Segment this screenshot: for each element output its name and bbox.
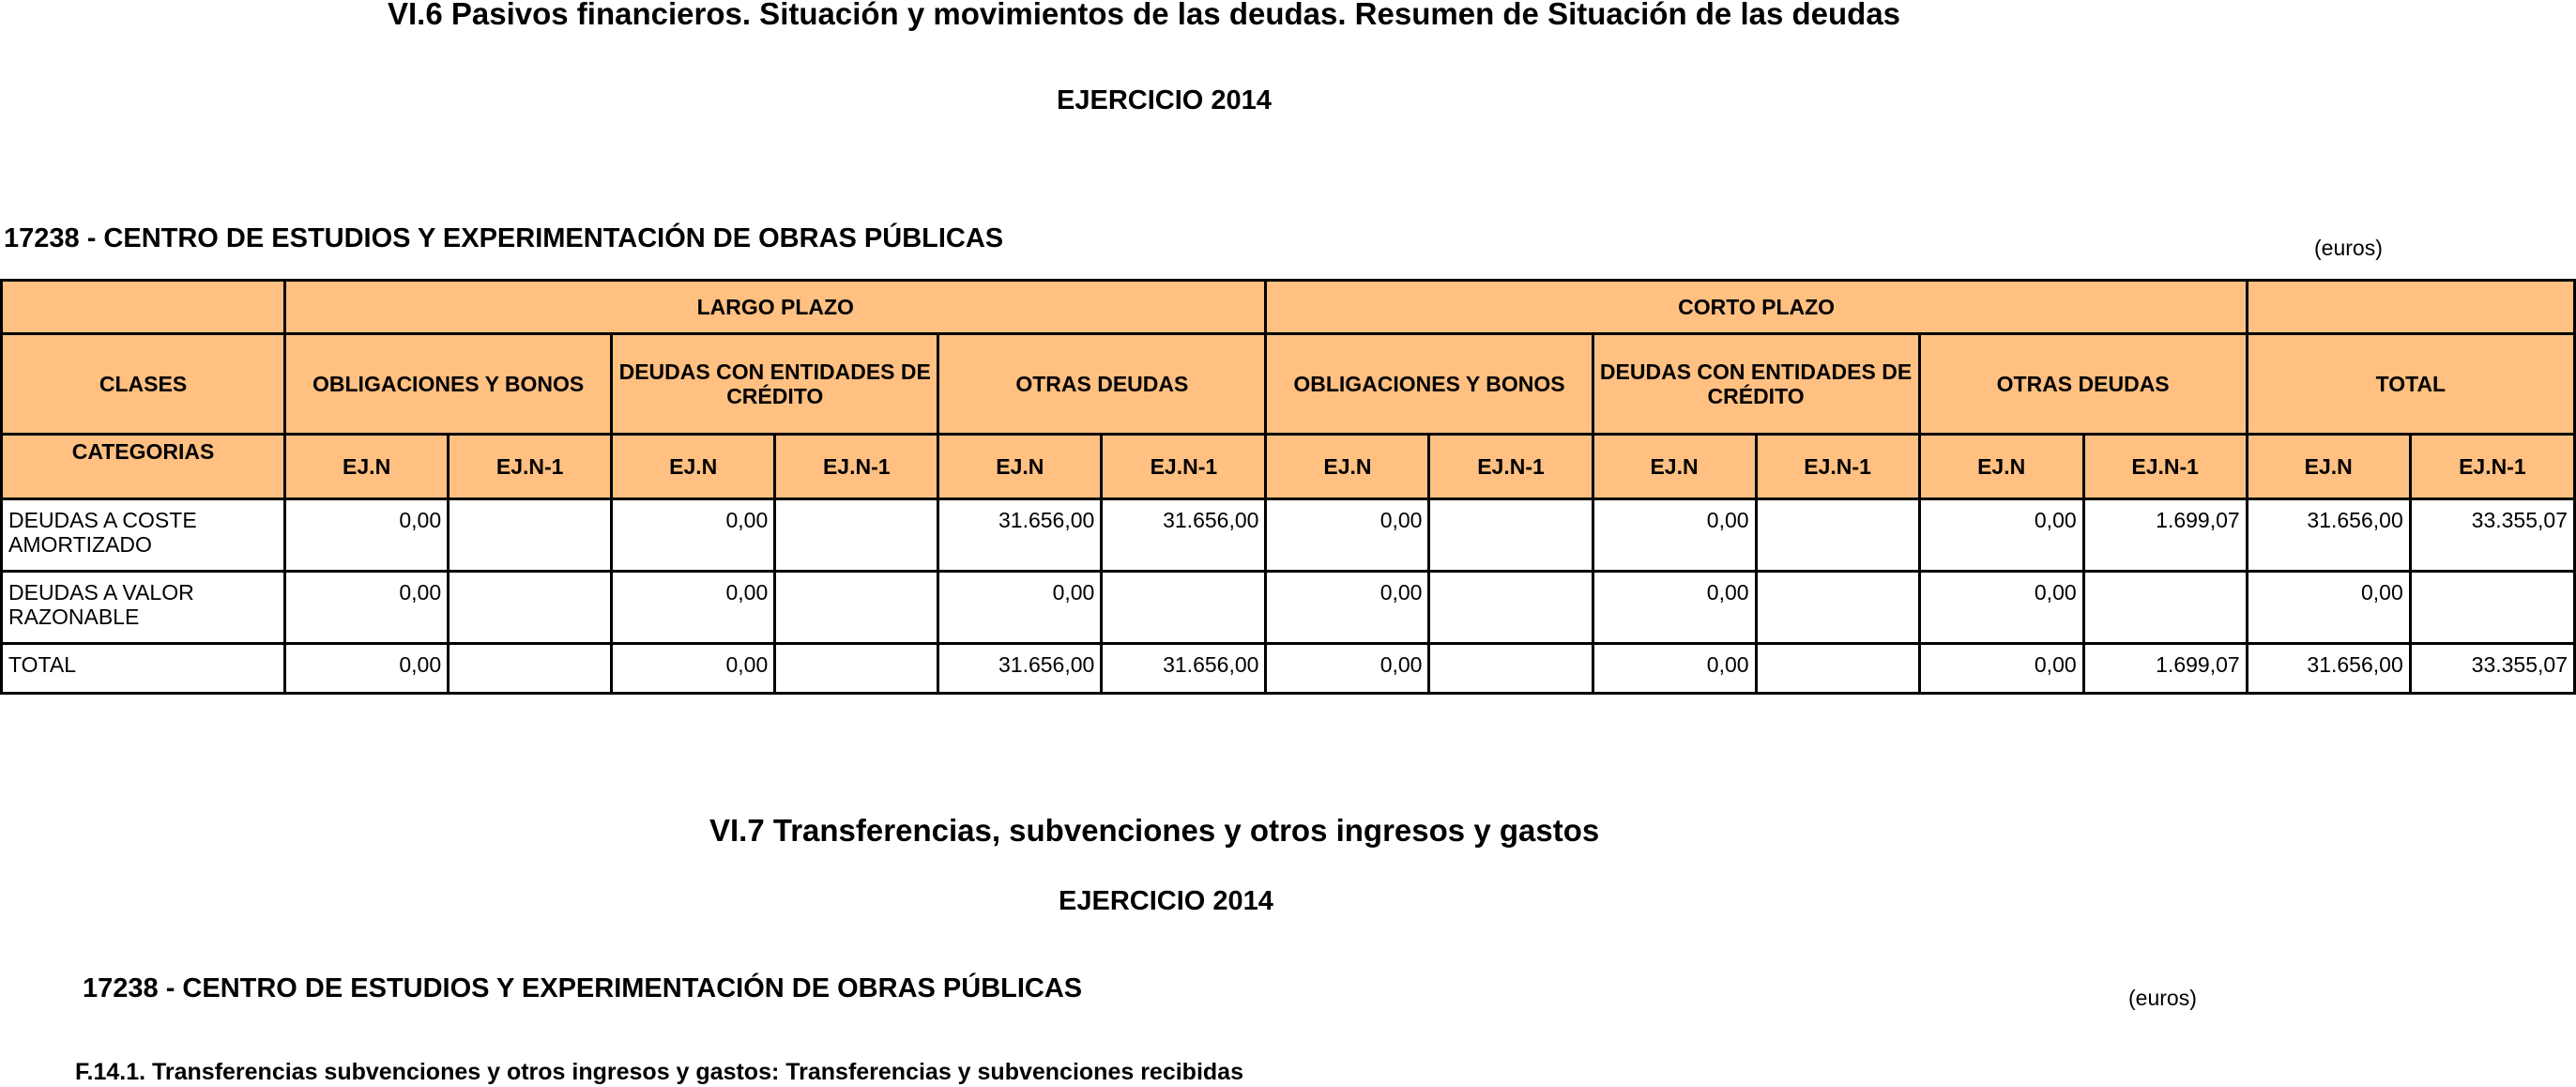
cell-value [775,572,938,644]
header-empty-cell [2,281,285,334]
cell-value [2410,572,2574,644]
cell-value: 0,00 [1919,572,2083,644]
cell-value: 0,00 [285,644,449,694]
header-total-empty [2247,281,2574,334]
cell-value [449,572,612,644]
header-year: EJ.N [1919,435,2083,499]
header-clases: CLASES [2,334,285,435]
section2-title: VI.7 Transferencias, subvenciones y otros ingresos y gastos [709,813,1600,848]
header-subgroup: OTRAS DEUDAS [1919,334,2247,435]
section1-title: VI.6 Pasivos financieros. Situación y movimientos de las deudas. Resumen de Situación de las deudas [388,0,1901,31]
cell-value: 31.656,00 [2247,644,2410,694]
cell-value: 0,00 [1593,644,1756,694]
table-header-groups [2,281,2575,334]
table-row [2,499,2575,572]
header-year: EJ.N [1266,435,1429,499]
section2-entity: 17238 - CENTRO DE ESTUDIOS Y EXPERIMENTACIÓN DE OBRAS PÚBLICAS [83,973,1083,1003]
header-subgroup: OBLIGACIONES Y BONOS [285,334,612,435]
section2-exercise: EJERCICIO 2014 [1059,886,1273,916]
section1-entity: 17238 - CENTRO DE ESTUDIOS Y EXPERIMENTACIÓN DE OBRAS PÚBLICAS [4,223,1004,253]
section1-units: (euros) [2314,236,2383,260]
cell-value: 0,00 [1919,644,2083,694]
section2-units: (euros) [2128,986,2197,1010]
debts-summary-table [0,279,2576,695]
cell-value [1756,572,1919,644]
header-year: EJ.N-1 [775,435,938,499]
table-header-years [2,435,2575,499]
cell-value [775,499,938,572]
cell-value [1429,499,1593,572]
cell-value: 0,00 [1266,644,1429,694]
header-year: EJ.N [285,435,449,499]
row-label: TOTAL [2,644,285,694]
cell-value: 31.656,00 [938,644,1102,694]
header-year: EJ.N-1 [2410,435,2574,499]
header-subgroup: OTRAS DEUDAS [938,334,1266,435]
cell-value: 0,00 [285,572,449,644]
header-largo-plazo: LARGO PLAZO [285,281,1266,334]
header-year: EJ.N-1 [1756,435,1919,499]
cell-value: 0,00 [2247,572,2410,644]
cell-value [1429,644,1593,694]
cell-value: 31.656,00 [2247,499,2410,572]
header-year: EJ.N [2247,435,2410,499]
cell-value [775,644,938,694]
table-row-total [2,644,2575,694]
header-year: EJ.N [938,435,1102,499]
cell-value: 31.656,00 [1102,644,1266,694]
cell-value: 0,00 [1593,499,1756,572]
cell-value [1756,644,1919,694]
header-year: EJ.N-1 [1102,435,1266,499]
header-year: EJ.N [612,435,775,499]
cell-value: 0,00 [938,572,1102,644]
header-year: EJ.N-1 [449,435,612,499]
cell-value [1756,499,1919,572]
row-label: DEUDAS A COSTE AMORTIZADO [2,499,285,572]
cell-value: 0,00 [1593,572,1756,644]
cell-value: 0,00 [1919,499,2083,572]
header-subgroup: TOTAL [2247,334,2574,435]
table-header-subgroups [2,334,2575,435]
header-year: EJ.N [1593,435,1756,499]
cell-value: 1.699,07 [2083,644,2247,694]
cell-value: 0,00 [612,499,775,572]
cell-value: 0,00 [1266,572,1429,644]
header-subgroup: DEUDAS CON ENTIDADES DE CRÉDITO [612,334,938,435]
header-corto-plazo: CORTO PLAZO [1266,281,2247,334]
cell-value: 0,00 [612,644,775,694]
header-subgroup: OBLIGACIONES Y BONOS [1266,334,1593,435]
header-subgroup: DEUDAS CON ENTIDADES DE CRÉDITO [1593,334,1919,435]
header-categorias: CATEGORIAS [2,435,285,499]
cell-value: 0,00 [285,499,449,572]
cell-value [1102,572,1266,644]
cell-value: 1.699,07 [2083,499,2247,572]
table-row [2,572,2575,644]
row-label: DEUDAS A VALOR RAZONABLE [2,572,285,644]
cell-value: 0,00 [612,572,775,644]
cell-value: 31.656,00 [1102,499,1266,572]
cell-value [449,499,612,572]
header-year: EJ.N-1 [1429,435,1593,499]
cell-value [449,644,612,694]
header-year: EJ.N-1 [2083,435,2247,499]
cell-value: 31.656,00 [938,499,1102,572]
section2-subtitle: F.14.1. Transferencias subvenciones y otros ingresos y gastos: Transferencias y subvenciones recibidas [75,1059,1243,1085]
cell-value [1429,572,1593,644]
cell-value: 33.355,07 [2410,644,2574,694]
cell-value [2083,572,2247,644]
section1-exercise: EJERCICIO 2014 [1057,85,1272,115]
cell-value: 33.355,07 [2410,499,2574,572]
cell-value: 0,00 [1266,499,1429,572]
